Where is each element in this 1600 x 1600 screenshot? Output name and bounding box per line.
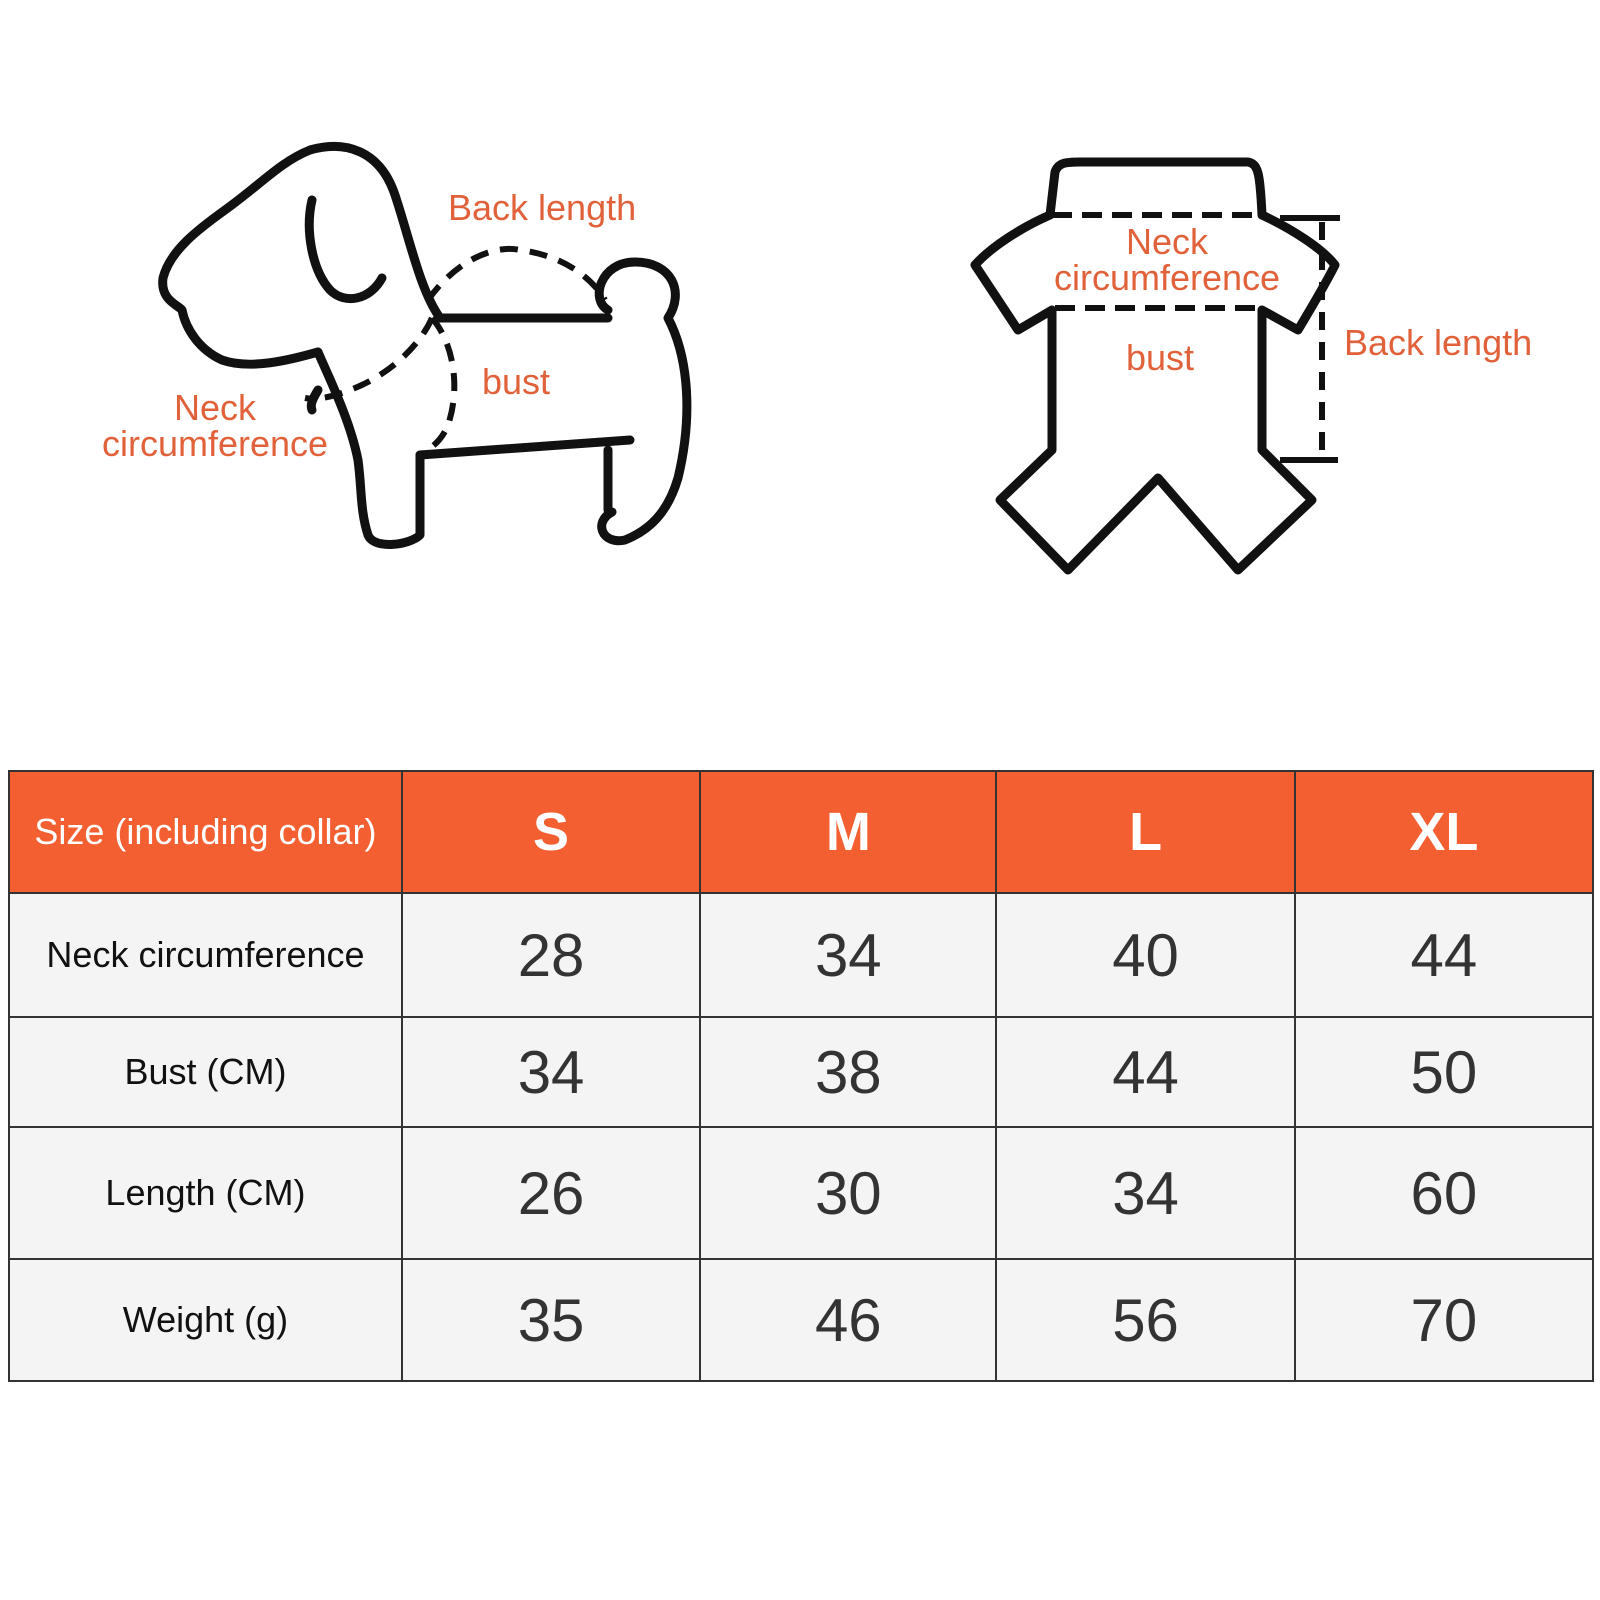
row-label: Neck circumference <box>9 893 402 1017</box>
table-row-bust <box>9 1017 1593 1127</box>
table-cell: 70 <box>1295 1259 1593 1381</box>
table-row-weight <box>9 1259 1593 1381</box>
table-cell: 34 <box>700 893 996 1017</box>
table-row-length <box>9 1127 1593 1259</box>
dog-head <box>163 146 440 364</box>
dog-back-length-label: Back length <box>448 187 637 228</box>
garment-neck-label-line2: circumference <box>1053 257 1281 298</box>
header-size-label: Size (including collar) <box>9 771 402 893</box>
dog-bust-line <box>420 318 454 455</box>
table-cell: 56 <box>996 1259 1294 1381</box>
header-size-l: L <box>996 771 1294 893</box>
table-cell: 38 <box>700 1017 996 1127</box>
table-cell: 50 <box>1295 1017 1593 1127</box>
dog-belly <box>420 440 630 455</box>
garment-neck-label-line1: Neck <box>1125 221 1209 262</box>
row-label: Length (CM) <box>9 1127 402 1259</box>
dog-neck-label-line1: Neck <box>173 387 257 428</box>
garment-neck-label <box>1052 221 1282 298</box>
header-size-s: S <box>402 771 700 893</box>
table-cell: 44 <box>996 1017 1294 1127</box>
table-row-neck <box>9 893 1593 1017</box>
size-chart-table <box>8 770 1594 1382</box>
dog-ear <box>309 200 382 299</box>
dog-neck-label-line2: circumference <box>102 423 329 464</box>
size-diagram-area <box>0 0 1600 700</box>
table-cell: 34 <box>402 1017 700 1127</box>
dog-back-length-line <box>428 249 605 300</box>
dog-bust-label: bust <box>482 361 551 402</box>
table-cell: 46 <box>700 1259 996 1381</box>
garment-back-length-label: Back length <box>1344 322 1533 363</box>
header-size-xl: XL <box>1295 771 1593 893</box>
dog-neck-label <box>102 387 329 464</box>
row-label: Weight (g) <box>9 1259 402 1381</box>
table-cell: 26 <box>402 1127 700 1259</box>
table-cell: 34 <box>996 1127 1294 1259</box>
garment-bust-label: bust <box>1126 337 1195 378</box>
table-cell: 60 <box>1295 1127 1593 1259</box>
table-cell: 44 <box>1295 893 1593 1017</box>
header-size-m: M <box>700 771 996 893</box>
table-cell: 40 <box>996 893 1294 1017</box>
row-label: Bust (CM) <box>9 1017 402 1127</box>
table-cell: 35 <box>402 1259 700 1381</box>
table-cell: 30 <box>700 1127 996 1259</box>
table-header-row <box>9 771 1593 893</box>
table-cell: 28 <box>402 893 700 1017</box>
